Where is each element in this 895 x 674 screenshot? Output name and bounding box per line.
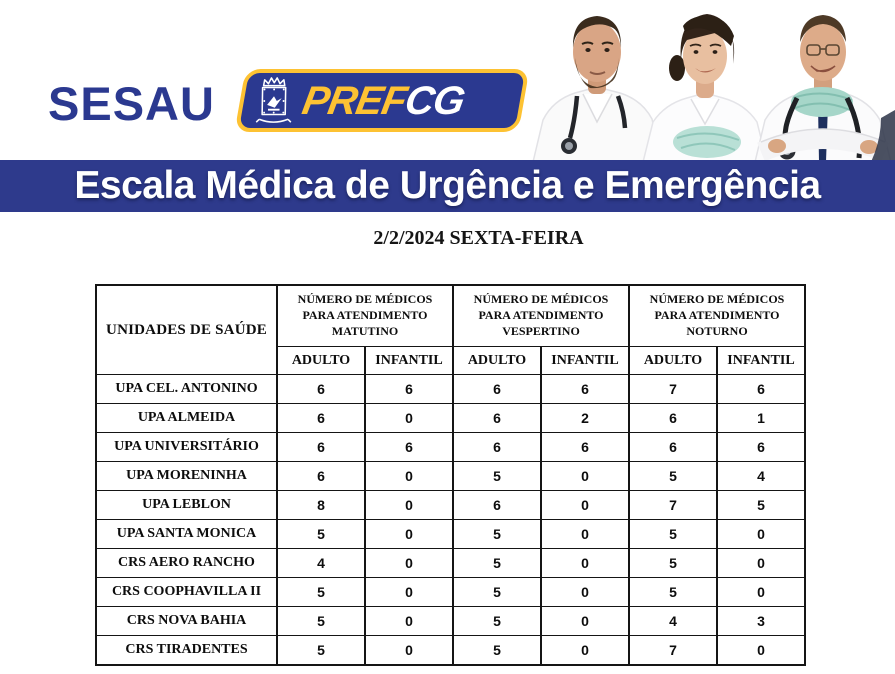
value-cell: 4 bbox=[277, 549, 365, 578]
value-cell: 5 bbox=[277, 578, 365, 607]
value-cell: 6 bbox=[629, 433, 717, 462]
table-row bbox=[96, 491, 805, 520]
value-cell: 6 bbox=[277, 462, 365, 491]
unit-name: UPA MORENINHA bbox=[96, 462, 277, 491]
value-cell: 6 bbox=[629, 404, 717, 433]
value-cell: 6 bbox=[277, 433, 365, 462]
unit-name: UPA LEBLON bbox=[96, 491, 277, 520]
value-cell: 6 bbox=[453, 404, 541, 433]
sesau-logo: SESAU bbox=[48, 77, 215, 130]
value-cell: 6 bbox=[453, 433, 541, 462]
value-cell: 5 bbox=[453, 636, 541, 666]
value-cell: 0 bbox=[541, 578, 629, 607]
value-cell: 0 bbox=[365, 636, 453, 666]
page-title: Escala Médica de Urgência e Emergência bbox=[74, 164, 821, 207]
subheader-adulto: ADULTO bbox=[277, 347, 365, 375]
units-column-header: UNIDADES DE SAÚDE bbox=[96, 285, 277, 375]
unit-name: CRS NOVA BAHIA bbox=[96, 607, 277, 636]
value-cell: 0 bbox=[541, 607, 629, 636]
subheader-adulto: ADULTO bbox=[629, 347, 717, 375]
value-cell: 0 bbox=[541, 549, 629, 578]
value-cell: 0 bbox=[365, 462, 453, 491]
value-cell: 5 bbox=[629, 549, 717, 578]
value-cell: 0 bbox=[541, 520, 629, 549]
campo-grande-coat-of-arms-icon bbox=[254, 76, 295, 126]
subheader-infantil: INFANTIL bbox=[541, 347, 629, 375]
value-cell: 8 bbox=[277, 491, 365, 520]
unit-name: UPA ALMEIDA bbox=[96, 404, 277, 433]
value-cell: 6 bbox=[365, 433, 453, 462]
value-cell: 0 bbox=[717, 636, 805, 666]
value-cell: 5 bbox=[277, 636, 365, 666]
table-row bbox=[96, 433, 805, 462]
value-cell: 5 bbox=[629, 462, 717, 491]
value-cell: 6 bbox=[541, 375, 629, 404]
table-row bbox=[96, 636, 805, 666]
value-cell: 6 bbox=[453, 491, 541, 520]
value-cell: 6 bbox=[453, 375, 541, 404]
table-row bbox=[96, 520, 805, 549]
value-cell: 0 bbox=[365, 607, 453, 636]
unit-name: UPA SANTA MONICA bbox=[96, 520, 277, 549]
value-cell: 4 bbox=[717, 462, 805, 491]
value-cell: 6 bbox=[365, 375, 453, 404]
table-row bbox=[96, 549, 805, 578]
value-cell: 5 bbox=[629, 578, 717, 607]
value-cell: 0 bbox=[717, 520, 805, 549]
value-cell: 5 bbox=[453, 462, 541, 491]
subheader-infantil: INFANTIL bbox=[717, 347, 805, 375]
subheader-adulto: ADULTO bbox=[453, 347, 541, 375]
table-row bbox=[96, 578, 805, 607]
value-cell: 6 bbox=[541, 433, 629, 462]
value-cell: 0 bbox=[717, 578, 805, 607]
group-header-vespertino: NÚMERO DE MÉDICOS PARA ATENDIMENTO VESPERTINO bbox=[453, 285, 629, 347]
cg-text: CG bbox=[401, 78, 468, 123]
table-row bbox=[96, 375, 805, 404]
prefcg-badge bbox=[234, 69, 529, 132]
title-banner bbox=[0, 160, 895, 212]
value-cell: 5 bbox=[277, 520, 365, 549]
doctor-center bbox=[643, 14, 767, 162]
value-cell: 0 bbox=[541, 636, 629, 666]
value-cell: 1 bbox=[717, 404, 805, 433]
value-cell: 5 bbox=[453, 520, 541, 549]
value-cell: 6 bbox=[277, 404, 365, 433]
unit-name: CRS AERO RANCHO bbox=[96, 549, 277, 578]
value-cell: 0 bbox=[541, 491, 629, 520]
value-cell: 0 bbox=[365, 491, 453, 520]
unit-name: UPA CEL. ANTONINO bbox=[96, 375, 277, 404]
doctor-left bbox=[533, 16, 661, 162]
subheader-infantil: INFANTIL bbox=[365, 347, 453, 375]
value-cell: 2 bbox=[541, 404, 629, 433]
date-line: 2/2/2024 SEXTA-FEIRA bbox=[373, 227, 584, 249]
value-cell: 6 bbox=[277, 375, 365, 404]
table-row bbox=[96, 607, 805, 636]
table-row bbox=[96, 462, 805, 491]
value-cell: 3 bbox=[717, 607, 805, 636]
value-cell: 5 bbox=[453, 578, 541, 607]
value-cell: 7 bbox=[629, 491, 717, 520]
value-cell: 0 bbox=[365, 549, 453, 578]
value-cell: 0 bbox=[365, 404, 453, 433]
value-cell: 5 bbox=[277, 607, 365, 636]
value-cell: 5 bbox=[453, 607, 541, 636]
prefcg-wordmark bbox=[299, 78, 468, 123]
unit-name: UPA UNIVERSITÁRIO bbox=[96, 433, 277, 462]
value-cell: 5 bbox=[717, 491, 805, 520]
unit-name: CRS COOPHAVILLA II bbox=[96, 578, 277, 607]
value-cell: 0 bbox=[365, 520, 453, 549]
value-cell: 5 bbox=[629, 520, 717, 549]
value-cell: 6 bbox=[717, 433, 805, 462]
value-cell: 0 bbox=[541, 462, 629, 491]
value-cell: 0 bbox=[365, 578, 453, 607]
value-cell: 5 bbox=[453, 549, 541, 578]
value-cell: 7 bbox=[629, 636, 717, 666]
three-doctors-photo bbox=[525, 0, 895, 162]
value-cell: 7 bbox=[629, 375, 717, 404]
value-cell: 6 bbox=[717, 375, 805, 404]
pref-text: PREF bbox=[299, 78, 410, 123]
group-header-noturno: NÚMERO DE MÉDICOS PARA ATENDIMENTO NOTURNO bbox=[629, 285, 805, 347]
group-header-matutino: NÚMERO DE MÉDICOS PARA ATENDIMENTO MATUTINO bbox=[277, 285, 453, 347]
schedule-table bbox=[95, 284, 806, 666]
doctor-right bbox=[755, 15, 895, 162]
unit-name: CRS TIRADENTES bbox=[96, 636, 277, 666]
value-cell: 0 bbox=[717, 549, 805, 578]
table-row bbox=[96, 404, 805, 433]
value-cell: 4 bbox=[629, 607, 717, 636]
table-header-groups bbox=[96, 285, 805, 347]
